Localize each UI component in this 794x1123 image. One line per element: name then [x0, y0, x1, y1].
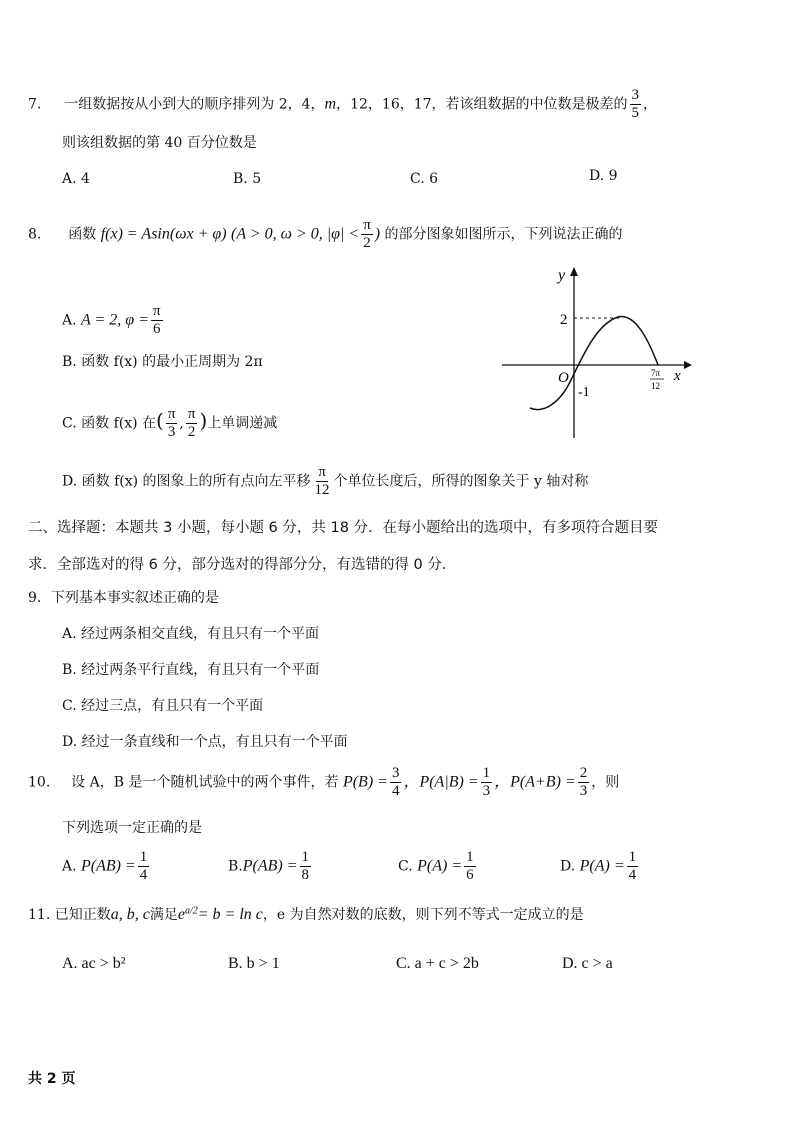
q8-condition: (A > 0, ω > 0, |φ| < — [231, 225, 360, 243]
q7-line2: 则该组数据的第 40 百分位数是 — [62, 135, 257, 151]
q10-option-b: B.P(AB) = $\frac{1}{8}$ — [228, 849, 310, 883]
q8-text-b: 的部分图象如图所示，下列说法正确的 — [384, 226, 623, 243]
q7-text-b: ，12，16，17，若该组数据的中位数是极差的 — [336, 96, 628, 113]
q8-cond-fraction: $\frac{\pi}{2}$ — [363, 217, 371, 251]
min-label: -1 — [578, 385, 590, 400]
q11-line1: 11. 已知正数a, b, c满足$e^{a/2}= b = \ln c$，e 为自然对数的底数，则下列不等式一定成立的是 — [28, 905, 584, 923]
q11-exponent: a/2 — [184, 905, 198, 917]
q8-option-c: C. 函数 f(x) 在( $\frac{\pi}{3}$ , $\frac{\pi}{2}$ )上单调递减 — [62, 406, 278, 440]
q11-option-a: A. ac > b² — [62, 955, 126, 972]
q11-option-d: D. c > a — [562, 955, 613, 972]
q9-option-a: A. 经过两条相交直线，有且只有一个平面 — [62, 626, 320, 642]
q11-option-c: C. a + c > 2b — [396, 955, 479, 972]
q11-exp-base: e — [177, 906, 185, 923]
q7-text-a: 一组数据按从小到大的顺序排列为 2，4， — [64, 96, 325, 113]
q8-option-a: A. A = 2, φ = $\frac{\pi}{6}$ — [62, 303, 161, 337]
q8-option-d: D. 函数 f(x) 的图象上的所有点向左平移 $\frac{\pi}{12}$ 个单位长度后，所得的图象关于 y 轴对称 — [62, 464, 589, 498]
q8-formula: f(x) = Asin(ωx + φ) — [100, 225, 227, 243]
q7-option-d: D. 9 — [589, 168, 618, 184]
origin-label: O — [558, 370, 569, 386]
section2-line2: 求．全部选对的得 6 分，部分选对的得部分分，有选错的得 0 分． — [28, 557, 457, 573]
q8-sine-graph — [500, 262, 700, 442]
q7-fraction: $\frac{3}{5}$ — [631, 87, 640, 121]
q7-number: 7. — [28, 96, 42, 113]
q8-number: 8. — [28, 226, 42, 243]
q10-option-c: C. P(A) = $\frac{1}{6}$ — [398, 849, 474, 883]
page-footer: 共 2 页 — [28, 1071, 76, 1087]
q7-option-b: B. 5 — [233, 171, 262, 187]
q7-option-a: A. 4 — [62, 171, 90, 187]
q9-stem: 9．下列基本事实叙述正确的是 — [28, 590, 219, 606]
q11-option-b: B. b > 1 — [228, 955, 280, 972]
q10-option-a: A. P(AB) = $\frac{1}{4}$ — [62, 849, 148, 883]
q10-option-d: D. P(A) = $\frac{1}{4}$ — [560, 849, 637, 883]
y-axis-arrow — [570, 267, 578, 276]
q7-option-c: C. 6 — [410, 171, 439, 187]
q10-line1: 10. 设 A，B 是一个随机试验中的两个事件，若 P(B) = $\frac{3}{4}$ ，P(A|B) = $\frac{1}{3}$ ，P(A+B) = $\frac{2}{3}$ ，则 — [28, 765, 620, 799]
q7-var-m: m — [324, 95, 337, 113]
max-label: 2 — [560, 312, 568, 328]
x-axis-label: x — [674, 368, 681, 384]
zero-tick-num: 7π — [651, 368, 661, 378]
q8-option-b: B. 函数 f(x) 的最小正周期为 2π — [62, 354, 263, 370]
q10-line2: 下列选项一定正确的是 — [62, 820, 202, 836]
q9-option-c: C. 经过三点，有且只有一个平面 — [62, 698, 264, 714]
q9-option-d: D. 经过一条直线和一个点，有且只有一个平面 — [62, 734, 348, 750]
q7-line1: 7. 一组数据按从小到大的顺序排列为 2，4，m，12，16，17，若该组数据的中位数是极差的 $\frac{3}{5}$ ， — [28, 87, 658, 121]
y-axis-label: y — [558, 267, 566, 284]
sine-curve — [530, 316, 658, 409]
zero-tick-den: 12 — [651, 381, 660, 391]
q8-line1: 8. 函数 f(x) = Asin(ωx + φ) (A > 0, ω > 0, |φ| < $\frac{\pi}{2}$ ) 的部分图象如图所示，下列说法正确的 — [28, 217, 623, 251]
x-axis-arrow — [684, 361, 692, 369]
q9-option-b: B. 经过两条平行直线，有且只有一个平面 — [62, 662, 320, 678]
section2-line1: 二、选择题：本题共 3 小题，每小题 6 分，共 18 分．在每小题给出的选项中，有多项符合题目要 — [28, 520, 659, 536]
